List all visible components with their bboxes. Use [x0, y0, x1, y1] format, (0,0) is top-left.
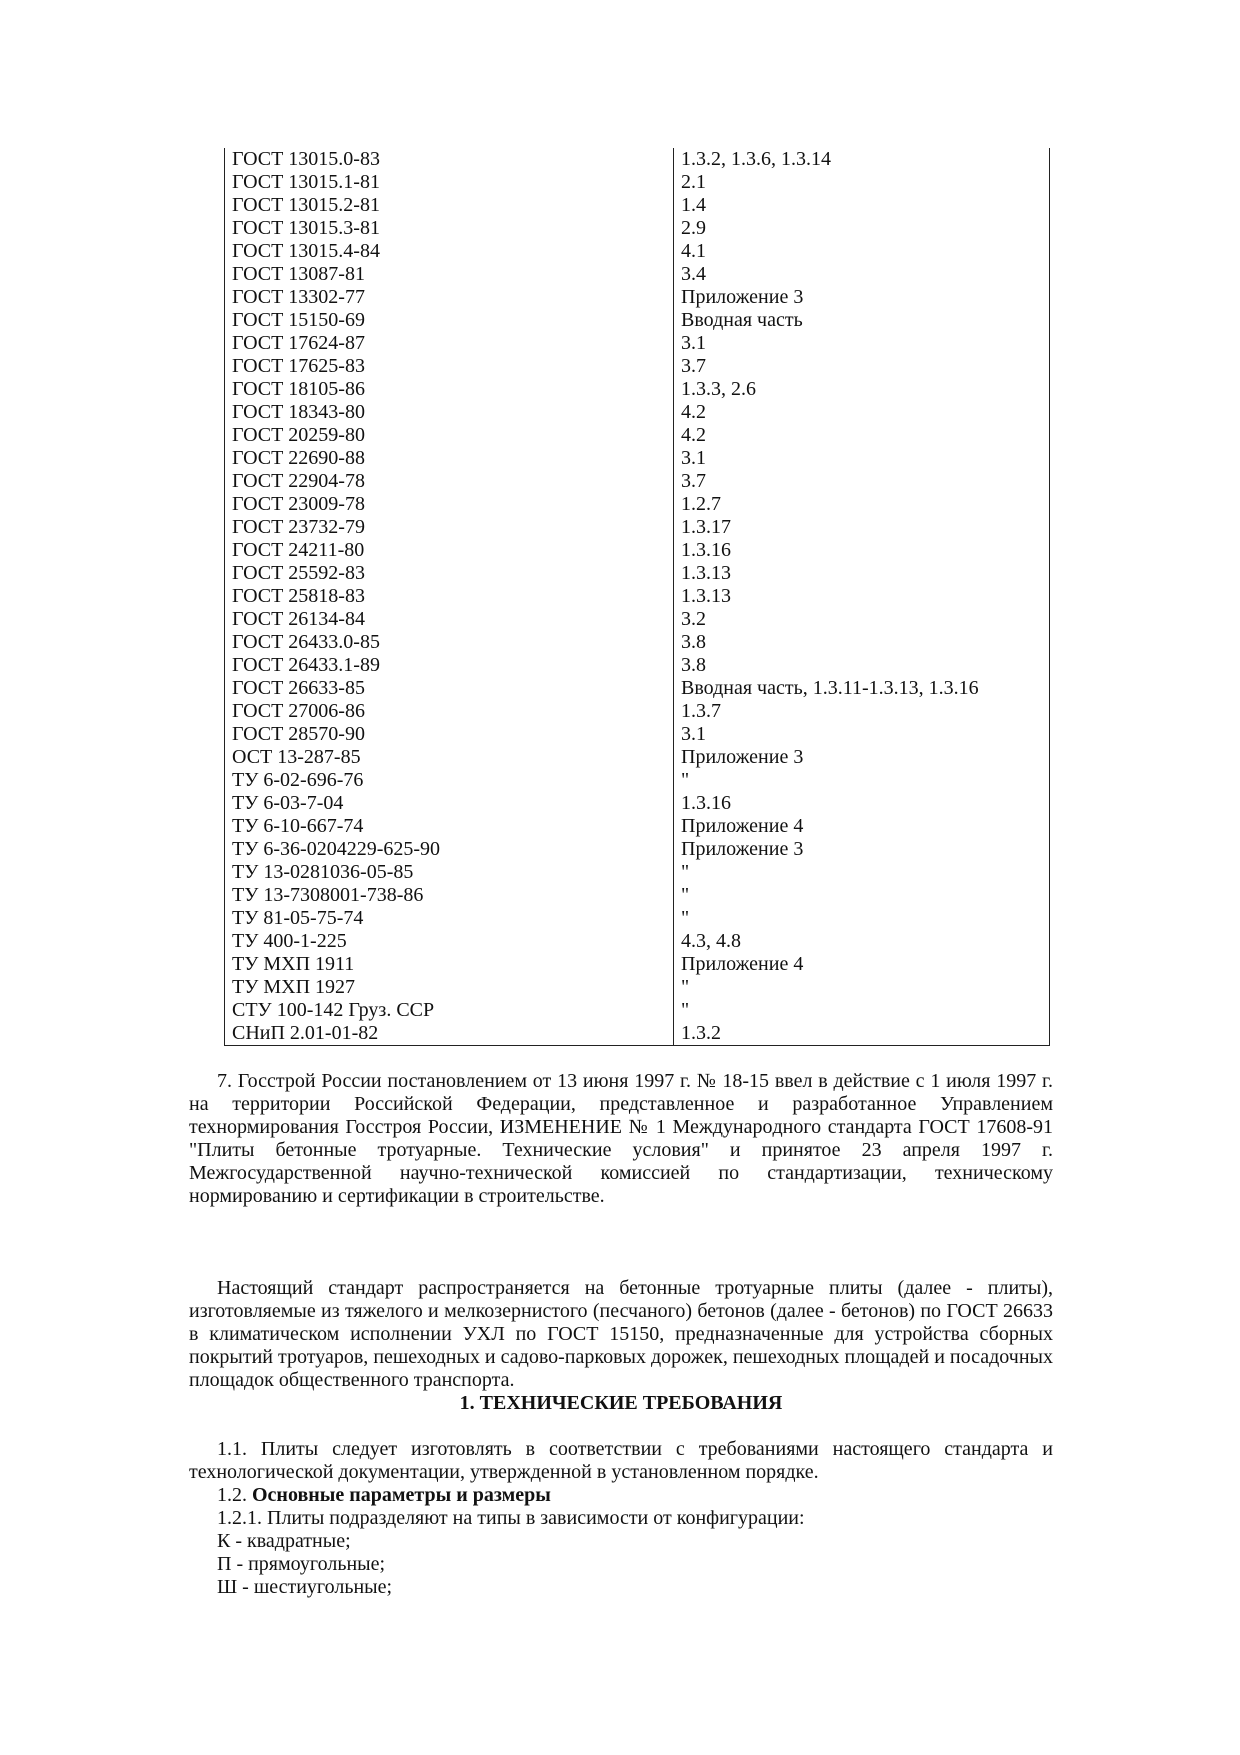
reference-document-cell: ГОСТ 17625-83: [225, 355, 674, 378]
clause-number-cell: Приложение 3: [674, 286, 1050, 309]
reference-document-cell: ОСТ 13-287-85: [225, 746, 674, 769]
clause-number-cell: 3.2: [674, 608, 1050, 631]
table-row: [225, 861, 1050, 884]
reference-document-cell: ГОСТ 13015.1-81: [225, 171, 674, 194]
reference-document-cell: СНиП 2.01-01-82: [225, 1022, 674, 1046]
reference-document-cell: СТУ 100-142 Груз. ССР: [225, 999, 674, 1022]
table-row: [225, 976, 1050, 999]
reference-document-cell: ГОСТ 27006-86: [225, 700, 674, 723]
table-row: [225, 769, 1050, 792]
table-row: [225, 240, 1050, 263]
clause-title: Основные параметры и размеры: [252, 1484, 551, 1506]
reference-document-cell: ГОСТ 13015.2-81: [225, 194, 674, 217]
table-row: [225, 930, 1050, 953]
spacer: [189, 1415, 1053, 1438]
type-k-item: К - квадратные;: [217, 1530, 351, 1552]
reference-document-cell: ГОСТ 25818-83: [225, 585, 674, 608]
reference-document-cell: ГОСТ 13015.3-81: [225, 217, 674, 240]
clause-number-cell: ": [674, 907, 1050, 930]
reference-document-cell: ГОСТ 26633-85: [225, 677, 674, 700]
table-row: [225, 539, 1050, 562]
clause-number-cell: 1.4: [674, 194, 1050, 217]
clause-number-cell: ": [674, 884, 1050, 907]
clause-number-cell: 4.2: [674, 424, 1050, 447]
table-row: [225, 263, 1050, 286]
reference-document-cell: ГОСТ 22690-88: [225, 447, 674, 470]
clause-number-cell: Приложение 3: [674, 746, 1050, 769]
clause-number-cell: 1.2.7: [674, 493, 1050, 516]
reference-document-cell: ГОСТ 18105-86: [225, 378, 674, 401]
clause-number-cell: ": [674, 861, 1050, 884]
section-heading: 1. ТЕХНИЧЕСКИЕ ТРЕБОВАНИЯ: [459, 1392, 783, 1414]
table-row: [225, 493, 1050, 516]
clause-number-cell: 2.9: [674, 217, 1050, 240]
table-row: [225, 631, 1050, 654]
reference-document-cell: ГОСТ 13015.0-83: [225, 148, 674, 171]
clause-number: 1.2.: [217, 1484, 252, 1506]
reference-document-cell: ТУ МХП 1927: [225, 976, 674, 999]
paragraph-scope: Настоящий стандарт распространяется на бетонные тротуарные плиты (далее - плиты), изготовляемые из тяжелого и мелкозернистого (песчаного) бетонов (далее - бетонов) по ГОСТ 26633 в климатическом исполнении УХЛ по ГОСТ 15150, предназначенные для устройства сборных покрытий тротуаров, пешеходных и садово-парковых дорожек, пешеходных площадей и посадочных площадок общественного транспорта.: [189, 1277, 1053, 1391]
reference-document-cell: ТУ МХП 1911: [225, 953, 674, 976]
paragraph-1-1: 1.1. Плиты следует изготовлять в соответствии с требованиями настоящего стандарта и технологической документации, утвержденной в установленном порядке.: [189, 1438, 1053, 1483]
document-body: [189, 1070, 1053, 1599]
table-row: [225, 700, 1050, 723]
table-row: [225, 355, 1050, 378]
type-sh-item: Ш - шестиугольные;: [217, 1576, 393, 1598]
clause-number-cell: 3.8: [674, 654, 1050, 677]
reference-document-cell: ТУ 13-7308001-738-86: [225, 884, 674, 907]
table-row: [225, 194, 1050, 217]
table-row: [225, 884, 1050, 907]
table-row: [225, 516, 1050, 539]
reference-document-cell: ГОСТ 26433.1-89: [225, 654, 674, 677]
clause-number-cell: 4.1: [674, 240, 1050, 263]
clause-number-cell: 3.4: [674, 263, 1050, 286]
clause-number-cell: 1.3.7: [674, 700, 1050, 723]
clause-number-cell: Вводная часть, 1.3.11-1.3.13, 1.3.16: [674, 677, 1050, 700]
clause-number-cell: 3.1: [674, 332, 1050, 355]
reference-document-cell: ГОСТ 20259-80: [225, 424, 674, 447]
reference-document-cell: ГОСТ 17624-87: [225, 332, 674, 355]
clause-number-cell: 1.3.13: [674, 585, 1050, 608]
clause-number-cell: 1.3.2: [674, 1022, 1050, 1046]
table-row: [225, 608, 1050, 631]
reference-document-cell: ТУ 6-36-0204229-625-90: [225, 838, 674, 861]
clause-number-cell: 1.3.2, 1.3.6, 1.3.14: [674, 148, 1050, 171]
table-row: [225, 723, 1050, 746]
reference-document-cell: ГОСТ 13087-81: [225, 263, 674, 286]
reference-document-cell: ТУ 6-10-667-74: [225, 815, 674, 838]
reference-document-cell: ГОСТ 13015.4-84: [225, 240, 674, 263]
reference-document-cell: ГОСТ 13302-77: [225, 286, 674, 309]
clause-number-cell: 1.3.17: [674, 516, 1050, 539]
clause-number-cell: ": [674, 999, 1050, 1022]
table-row: [225, 792, 1050, 815]
clause-number-cell: 1.3.3, 2.6: [674, 378, 1050, 401]
table-row: [225, 148, 1050, 171]
clause-number-cell: 4.3, 4.8: [674, 930, 1050, 953]
table-row: [225, 838, 1050, 861]
table-row: [225, 309, 1050, 332]
clause-number-cell: 3.7: [674, 470, 1050, 493]
table-row: [225, 654, 1050, 677]
reference-document-cell: ТУ 13-0281036-05-85: [225, 861, 674, 884]
reference-table: [224, 148, 1050, 1046]
reference-document-cell: ГОСТ 15150-69: [225, 309, 674, 332]
clause-number-cell: 3.1: [674, 447, 1050, 470]
reference-document-cell: ГОСТ 23009-78: [225, 493, 674, 516]
clause-number-cell: 3.7: [674, 355, 1050, 378]
table-row: [225, 424, 1050, 447]
table-row: [225, 953, 1050, 976]
reference-document-cell: ГОСТ 26433.0-85: [225, 631, 674, 654]
reference-document-cell: ГОСТ 26134-84: [225, 608, 674, 631]
clause-number-cell: 4.2: [674, 401, 1050, 424]
paragraph-1-2-1: 1.2.1. Плиты подразделяют на типы в зависимости от конфигурации:: [217, 1507, 805, 1529]
reference-document-cell: ГОСТ 24211-80: [225, 539, 674, 562]
reference-table-body: [225, 148, 1050, 1046]
reference-document-cell: ГОСТ 28570-90: [225, 723, 674, 746]
clause-number-cell: Вводная часть: [674, 309, 1050, 332]
table-row: [225, 585, 1050, 608]
clause-number-cell: 3.8: [674, 631, 1050, 654]
clause-number-cell: Приложение 3: [674, 838, 1050, 861]
reference-document-cell: ГОСТ 25592-83: [225, 562, 674, 585]
clause-number-cell: ": [674, 769, 1050, 792]
clause-number-cell: ": [674, 976, 1050, 999]
table-row: [225, 815, 1050, 838]
table-row: [225, 217, 1050, 240]
table-row: [225, 447, 1050, 470]
table-row: [225, 401, 1050, 424]
table-row: [225, 171, 1050, 194]
clause-number-cell: Приложение 4: [674, 815, 1050, 838]
reference-document-cell: ГОСТ 22904-78: [225, 470, 674, 493]
clause-number-cell: Приложение 4: [674, 953, 1050, 976]
table-row: [225, 286, 1050, 309]
spacer: [189, 1208, 1053, 1254]
reference-document-cell: ТУ 6-03-7-04: [225, 792, 674, 815]
paragraph-1-2: [189, 1484, 1053, 1507]
reference-document-cell: ТУ 6-02-696-76: [225, 769, 674, 792]
type-p-item: П - прямоугольные;: [217, 1553, 386, 1575]
table-row: [225, 470, 1050, 493]
reference-document-cell: ГОСТ 23732-79: [225, 516, 674, 539]
spacer: [189, 1254, 1053, 1277]
table-row: [225, 562, 1050, 585]
reference-document-cell: ТУ 81-05-75-74: [225, 907, 674, 930]
table-row: [225, 332, 1050, 355]
reference-document-cell: ГОСТ 18343-80: [225, 401, 674, 424]
clause-number-cell: 1.3.16: [674, 539, 1050, 562]
table-row: [225, 907, 1050, 930]
clause-number-cell: 1.3.16: [674, 792, 1050, 815]
clause-number-cell: 1.3.13: [674, 562, 1050, 585]
paragraph-item-7: 7. Госстрой России постановлением от 13 июня 1997 г. № 18-15 ввел в действие с 1 июля 1997 г. на территории Российской Федерации, представленное и разработанное Управлением технормирования Госстроя России, ИЗМЕНЕНИЕ № 1 Междунарoдного стандарта ГОСТ 17608-91 "Плиты бетонные тротуарные. Технические условия" и принятое 23 апреля 1997 г. Межгосударственной научно-технической комиссией по стандартизации, техническому нормированию и сертификации в строительстве.: [189, 1070, 1053, 1207]
table-row: [225, 999, 1050, 1022]
table-row: [225, 677, 1050, 700]
table-row: [225, 378, 1050, 401]
clause-number-cell: 3.1: [674, 723, 1050, 746]
clause-number-cell: 2.1: [674, 171, 1050, 194]
table-row: [225, 1022, 1050, 1046]
table-row: [225, 746, 1050, 769]
reference-document-cell: ТУ 400-1-225: [225, 930, 674, 953]
